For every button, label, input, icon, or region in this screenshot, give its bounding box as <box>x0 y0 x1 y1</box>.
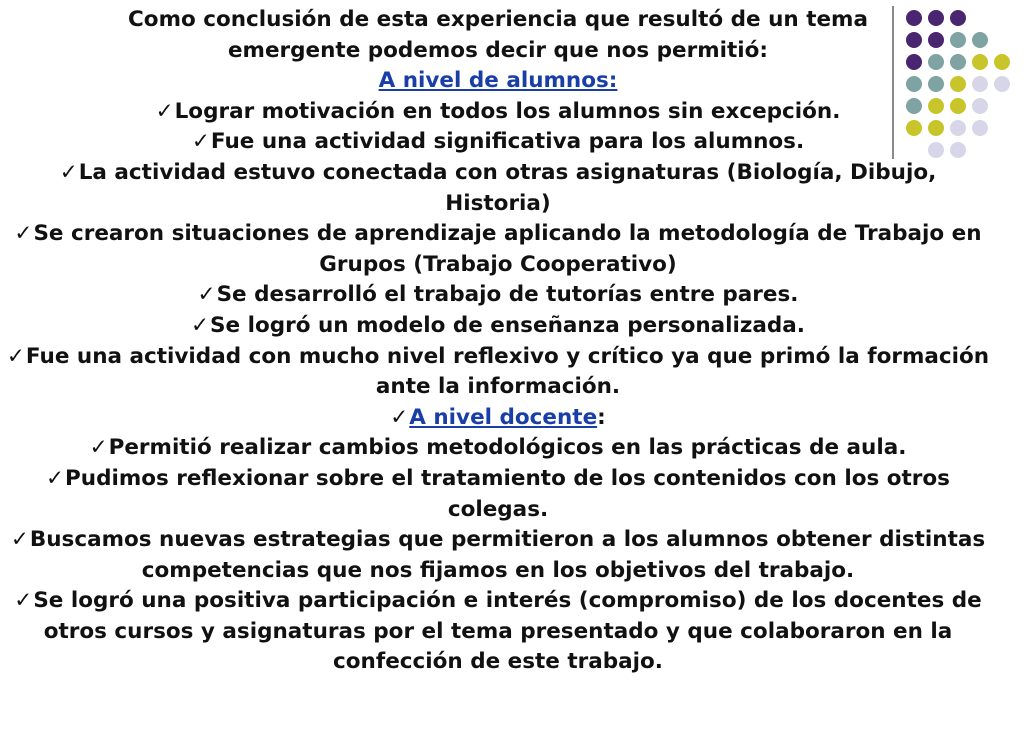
check-icon: ✓ <box>14 588 33 614</box>
decor-dot <box>994 98 1010 114</box>
list-item-text: Pudimos reflexionar sobre el tratamiento de los contenidos con los otros colegas. <box>65 465 950 522</box>
list-item-text: Permitió realizar cambios metodológicos en las prácticas de aula. <box>108 435 907 461</box>
decor-dot <box>994 54 1010 70</box>
list-item-text: Se logró un modelo de enseñanza personalizada. <box>210 312 805 338</box>
intro-line-2: emergente podemos decir que nos permitió: <box>227 37 769 63</box>
check-icon: ✓ <box>197 282 216 308</box>
check-icon: ✓ <box>89 435 108 461</box>
decor-dot <box>994 142 1010 158</box>
list-item <box>6 97 990 128</box>
list-item-text: Se logró una positiva participación e interés (compromiso) de los docentes de otros cursos y asignaturas por el tema presentado y que colaboraron en la confección de este trabajo. <box>33 588 982 675</box>
list-item <box>6 280 990 311</box>
list-item <box>6 311 990 342</box>
decor-dot <box>994 76 1010 92</box>
list-item-text: Se crearon situaciones de aprendizaje aplicando la metodología de Trabajo en Grupos (Trabajo Cooperativo) <box>33 221 982 277</box>
check-icon: ✓ <box>191 312 210 338</box>
slide-content <box>6 5 990 678</box>
list-item <box>6 586 990 678</box>
list-item <box>6 464 990 525</box>
list-item <box>6 342 990 403</box>
list-item <box>6 525 990 586</box>
check-icon: ✓ <box>155 98 174 124</box>
list-item-text: Lograr motivación en todos los alumnos sin excepción. <box>174 98 841 124</box>
list-item-text: La actividad estuvo conectada con otras asignaturas (Biología, Dibujo, Historia) <box>78 159 937 216</box>
list-item-text: Se desarrolló el trabajo de tutorías entre pares. <box>216 282 799 308</box>
check-icon: ✓ <box>10 527 29 553</box>
list-item <box>6 219 990 280</box>
list-item-text: Buscamos nuevas estrategias que permitieron a los alumnos obtener distintas competencias que nos fijamos en los objetivos del trabajo. <box>29 527 986 583</box>
check-icon: ✓ <box>6 343 25 369</box>
decor-dot <box>994 10 1010 26</box>
students-heading-link[interactable]: A nivel de alumnos: <box>378 68 618 94</box>
check-icon: ✓ <box>59 159 78 185</box>
list-item-text: Fue una actividad con mucho nivel reflexivo y crítico ya que primó la formación ante la información. <box>25 343 990 400</box>
list-item <box>6 127 990 158</box>
check-icon: ✓ <box>14 221 33 247</box>
check-icon: ✓ <box>390 404 409 430</box>
teachers-heading-line <box>6 403 990 434</box>
list-item <box>6 158 990 219</box>
students-heading-line <box>6 66 990 97</box>
list-item <box>6 433 990 464</box>
intro-line-1: Como conclusión de esta experiencia que resultó de un tema <box>128 7 868 32</box>
teachers-heading-colon: : <box>597 404 606 430</box>
check-icon: ✓ <box>46 465 65 491</box>
list-item-text: Fue una actividad significativa para los alumnos. <box>210 129 805 155</box>
teachers-heading-link[interactable]: A nivel docente <box>409 404 598 430</box>
check-icon: ✓ <box>191 129 210 155</box>
decor-dot <box>994 120 1010 136</box>
decor-dot <box>994 32 1010 48</box>
